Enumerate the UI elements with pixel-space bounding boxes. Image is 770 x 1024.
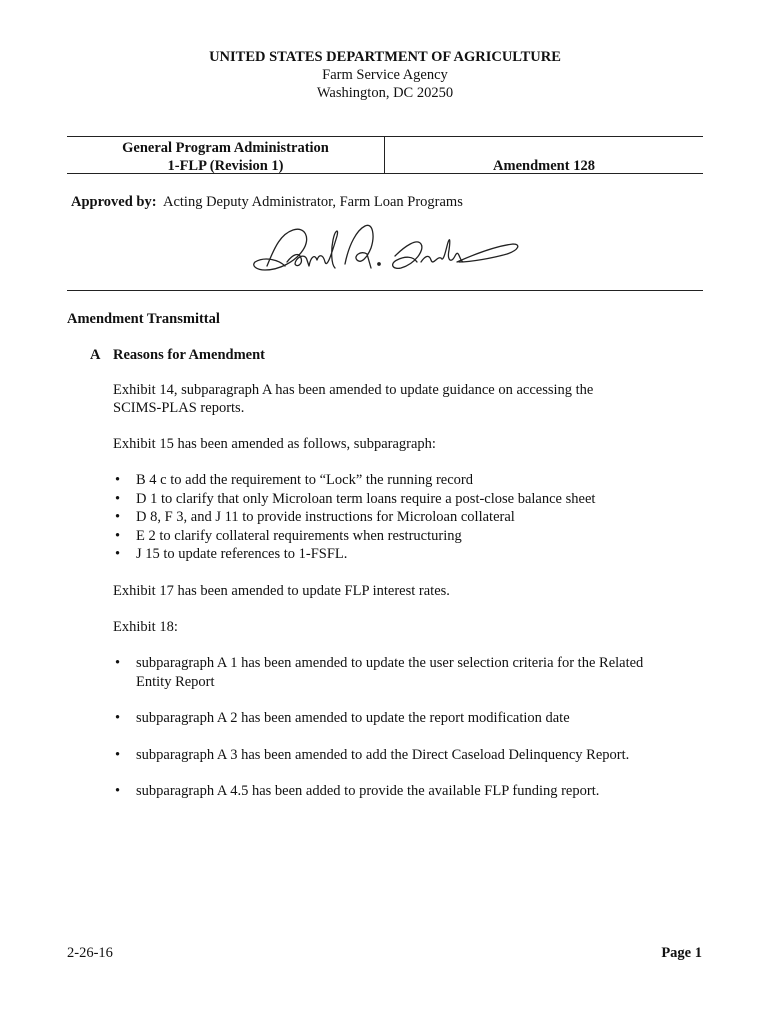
agency-location: Washington, DC 20250 xyxy=(316,85,454,101)
transmittal-title: Amendment Transmittal xyxy=(67,311,220,327)
department-name: UNITED STATES DEPARTMENT OF AGRICULTURE xyxy=(209,49,561,65)
exhibit-18-bullet-list xyxy=(113,654,658,819)
list-item: • subparagraph A 3 has been amended to add the Direct Caseload Delinquency Report. xyxy=(113,746,658,765)
approver-title: Acting Deputy Administrator, Farm Loan Programs xyxy=(163,194,463,210)
approval-label: Approved by: xyxy=(71,194,157,210)
list-item: • E 2 to clarify collateral requirements when restructuring xyxy=(113,527,673,546)
exhibit-17-paragraph: Exhibit 17 has been amended to update FLP interest rates. xyxy=(113,583,450,599)
list-item: • J 15 to update references to 1-FSFL. xyxy=(113,545,673,564)
list-item: • subparagraph A 1 has been amended to update the user selection criteria for the Related Entity Report xyxy=(113,654,658,691)
program-title: General Program Administration xyxy=(122,140,329,156)
exhibit-14-paragraph: Exhibit 14, subparagraph A has been amended to update guidance on accessing the SCIMS-PLAS reports. xyxy=(113,382,594,416)
exhibit-18-intro: Exhibit 18: xyxy=(113,619,178,635)
signature-icon xyxy=(245,216,525,280)
section-a-letter: A xyxy=(90,347,101,363)
footer-page-number: Page 1 xyxy=(661,945,702,961)
title-block-left xyxy=(67,139,384,175)
exhibit-15-bullet-list xyxy=(113,471,673,564)
letterhead xyxy=(0,48,770,102)
agency-name: Farm Service Agency xyxy=(322,67,448,83)
title-block-top-rule xyxy=(67,136,703,137)
exhibit-15-intro: Exhibit 15 has been amended as follows, subparagraph: xyxy=(113,436,436,452)
handbook-id: 1-FLP (Revision 1) xyxy=(167,158,284,174)
title-block-bottom-rule xyxy=(67,173,703,174)
list-item: • B 4 c to add the requirement to “Lock” the running record xyxy=(113,471,673,490)
list-item: • D 1 to clarify that only Microloan term loans require a post-close balance sheet xyxy=(113,490,673,509)
list-item: • subparagraph A 2 has been amended to update the report modification date xyxy=(113,709,658,728)
footer-date: 2-26-16 xyxy=(67,945,113,961)
section-a-title: Reasons for Amendment xyxy=(113,347,265,363)
list-item: • subparagraph A 4.5 has been added to provide the available FLP funding report. xyxy=(113,782,658,801)
approval-line xyxy=(71,193,463,211)
list-item: • D 8, F 3, and J 11 to provide instructions for Microloan collateral xyxy=(113,508,673,527)
amendment-number: Amendment 128 xyxy=(493,158,595,174)
section-separator-rule xyxy=(67,290,703,291)
